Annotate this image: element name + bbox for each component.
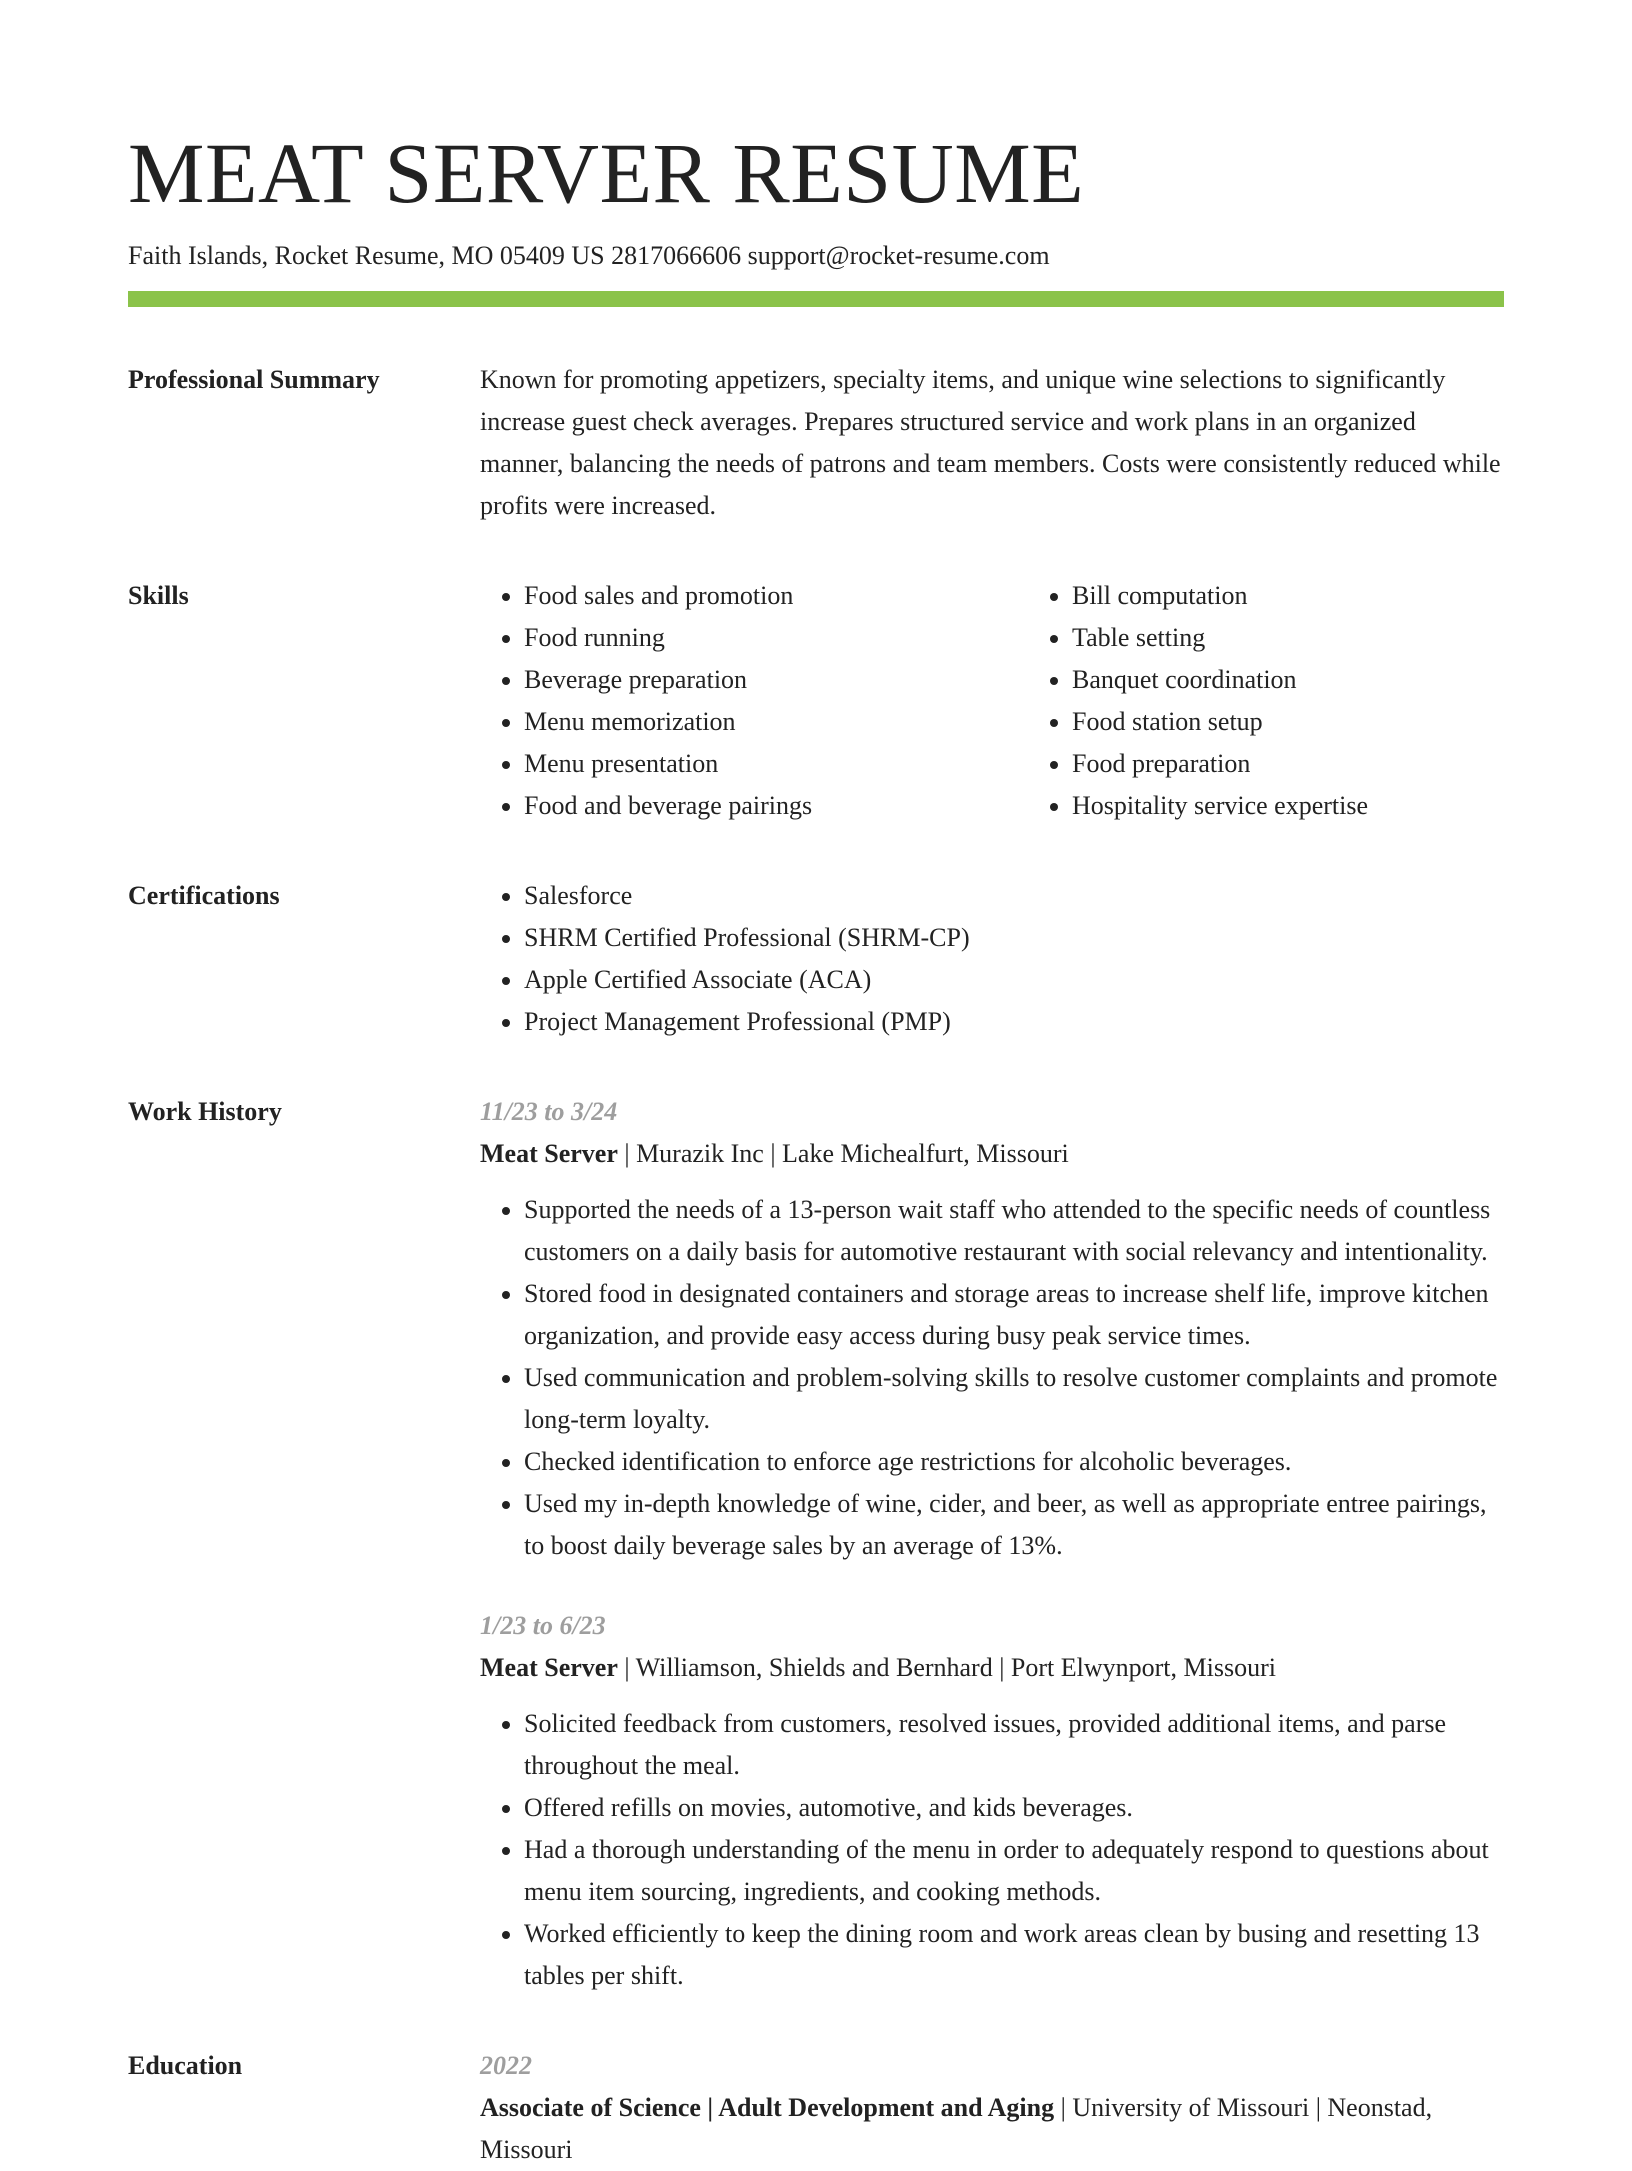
job-title: Meat Server [480,1653,618,1683]
section-label-work-history: Work History [128,1097,282,1127]
certification-item: • SHRM Certified Professional (SHRM-CP) [524,917,1504,959]
certifications-list [480,875,1504,1043]
education-degree: Associate of Science | Adult Development and Aging [480,2093,1055,2123]
job-bullet: • Solicited feedback from customers, resolved issues, provided additional items, and parse throughout the meal. [524,1703,1504,1787]
certifications-section [128,875,1504,1043]
job-details: | Murazik Inc | Lake Michealfurt, Missouri [617,1139,1069,1169]
certification-item: • Apple Certified Associate (ACA) [524,959,1504,1001]
section-label-certifications: Certifications [128,881,280,911]
job-bullet: • Used communication and problem-solving skills to resolve customer complaints and promote long-term loyalty. [524,1357,1504,1441]
skill-item: • Menu memorization [524,701,1028,743]
job-title: Meat Server [480,1139,618,1169]
work-history-section [128,1091,1504,1997]
education-section [128,2045,1504,2171]
job-dates: 11/23 to 3/24 [480,1097,618,1127]
skill-item: • Bill computation [1072,575,1368,617]
job-bullet: • Had a thorough understanding of the menu in order to adequately respond to questions about menu item sourcing, ingredients, and cooking methods. [524,1829,1504,1913]
education-year: 2022 [480,2051,532,2081]
job-bullet: • Offered refills on movies, automotive, and kids beverages. [524,1787,1504,1829]
summary-section [128,359,1504,527]
work-history-content [480,1091,1504,1997]
job-details: | Williamson, Shields and Bernhard | Port Elwynport, Missouri [617,1653,1276,1683]
skill-item: • Banquet coordination [1072,659,1368,701]
skill-item: • Hospitality service expertise [1072,785,1368,827]
job-bullets [480,1703,1504,1997]
job-bullets [480,1189,1504,1567]
job-bullet: • Stored food in designated containers and storage areas to increase shelf life, improve kitchen organization, and provide easy access during busy peak service times. [524,1273,1504,1357]
job-bullet: • Worked efficiently to keep the dining room and work areas clean by busing and resetting 13 tables per shift. [524,1913,1504,1997]
skills-list-right [1028,575,1368,827]
skill-item: • Table setting [1072,617,1368,659]
education-content [480,2045,1504,2171]
job-bullet: • Supported the needs of a 13-person wait staff who attended to the specific needs of countless customers on a daily basis for automotive restaurant with social relevancy and intentionality. [524,1189,1504,1273]
skill-item: • Food running [524,617,1028,659]
education-heading [480,2087,1504,2171]
job-entry [480,1091,1504,1567]
summary-text: Known for promoting appetizers, specialty items, and unique wine selections to significantly increase guest check averages. Prepares structured service and work plans in an organized manner, balancing the needs of patrons and team members. Costs were consistently reduced while profits were increased. [480,365,1501,521]
skill-item: • Food station setup [1072,701,1368,743]
certification-item: • Project Management Professional (PMP) [524,1001,1504,1043]
education-details: | University of Missouri | Neonstad, Missouri [480,2093,1433,2165]
certifications-content [480,875,1504,1043]
resume-title: MEAT SERVER RESUME [128,125,1085,221]
skills-list-left [480,575,1028,827]
job-bullet: • Used my in-depth knowledge of wine, cider, and beer, as well as appropriate entree pairings, to boost daily beverage sales by an average of 13%. [524,1483,1504,1567]
job-heading [480,1647,1504,1689]
skills-columns [480,575,1504,827]
skill-item: • Menu presentation [524,743,1028,785]
job-bullet: • Checked identification to enforce age restrictions for alcoholic beverages. [524,1441,1504,1483]
skill-item: • Food and beverage pairings [524,785,1028,827]
job-dates: 1/23 to 6/23 [480,1611,606,1641]
job-heading [480,1133,1504,1175]
skill-item: • Food sales and promotion [524,575,1028,617]
header-divider [128,291,1504,307]
resume-page [128,118,1504,2171]
certification-item: • Salesforce [524,875,1504,917]
skill-item: • Food preparation [1072,743,1368,785]
job-entry [480,1605,1504,1997]
skills-section [128,575,1504,827]
contact-line: Faith Islands, Rocket Resume, MO 05409 US 2817066606 support@rocket-resume.com [128,241,1050,270]
section-label-education: Education [128,2051,243,2081]
section-label-summary: Professional Summary [128,365,380,395]
section-label-skills: Skills [128,581,189,611]
skill-item: • Beverage preparation [524,659,1028,701]
